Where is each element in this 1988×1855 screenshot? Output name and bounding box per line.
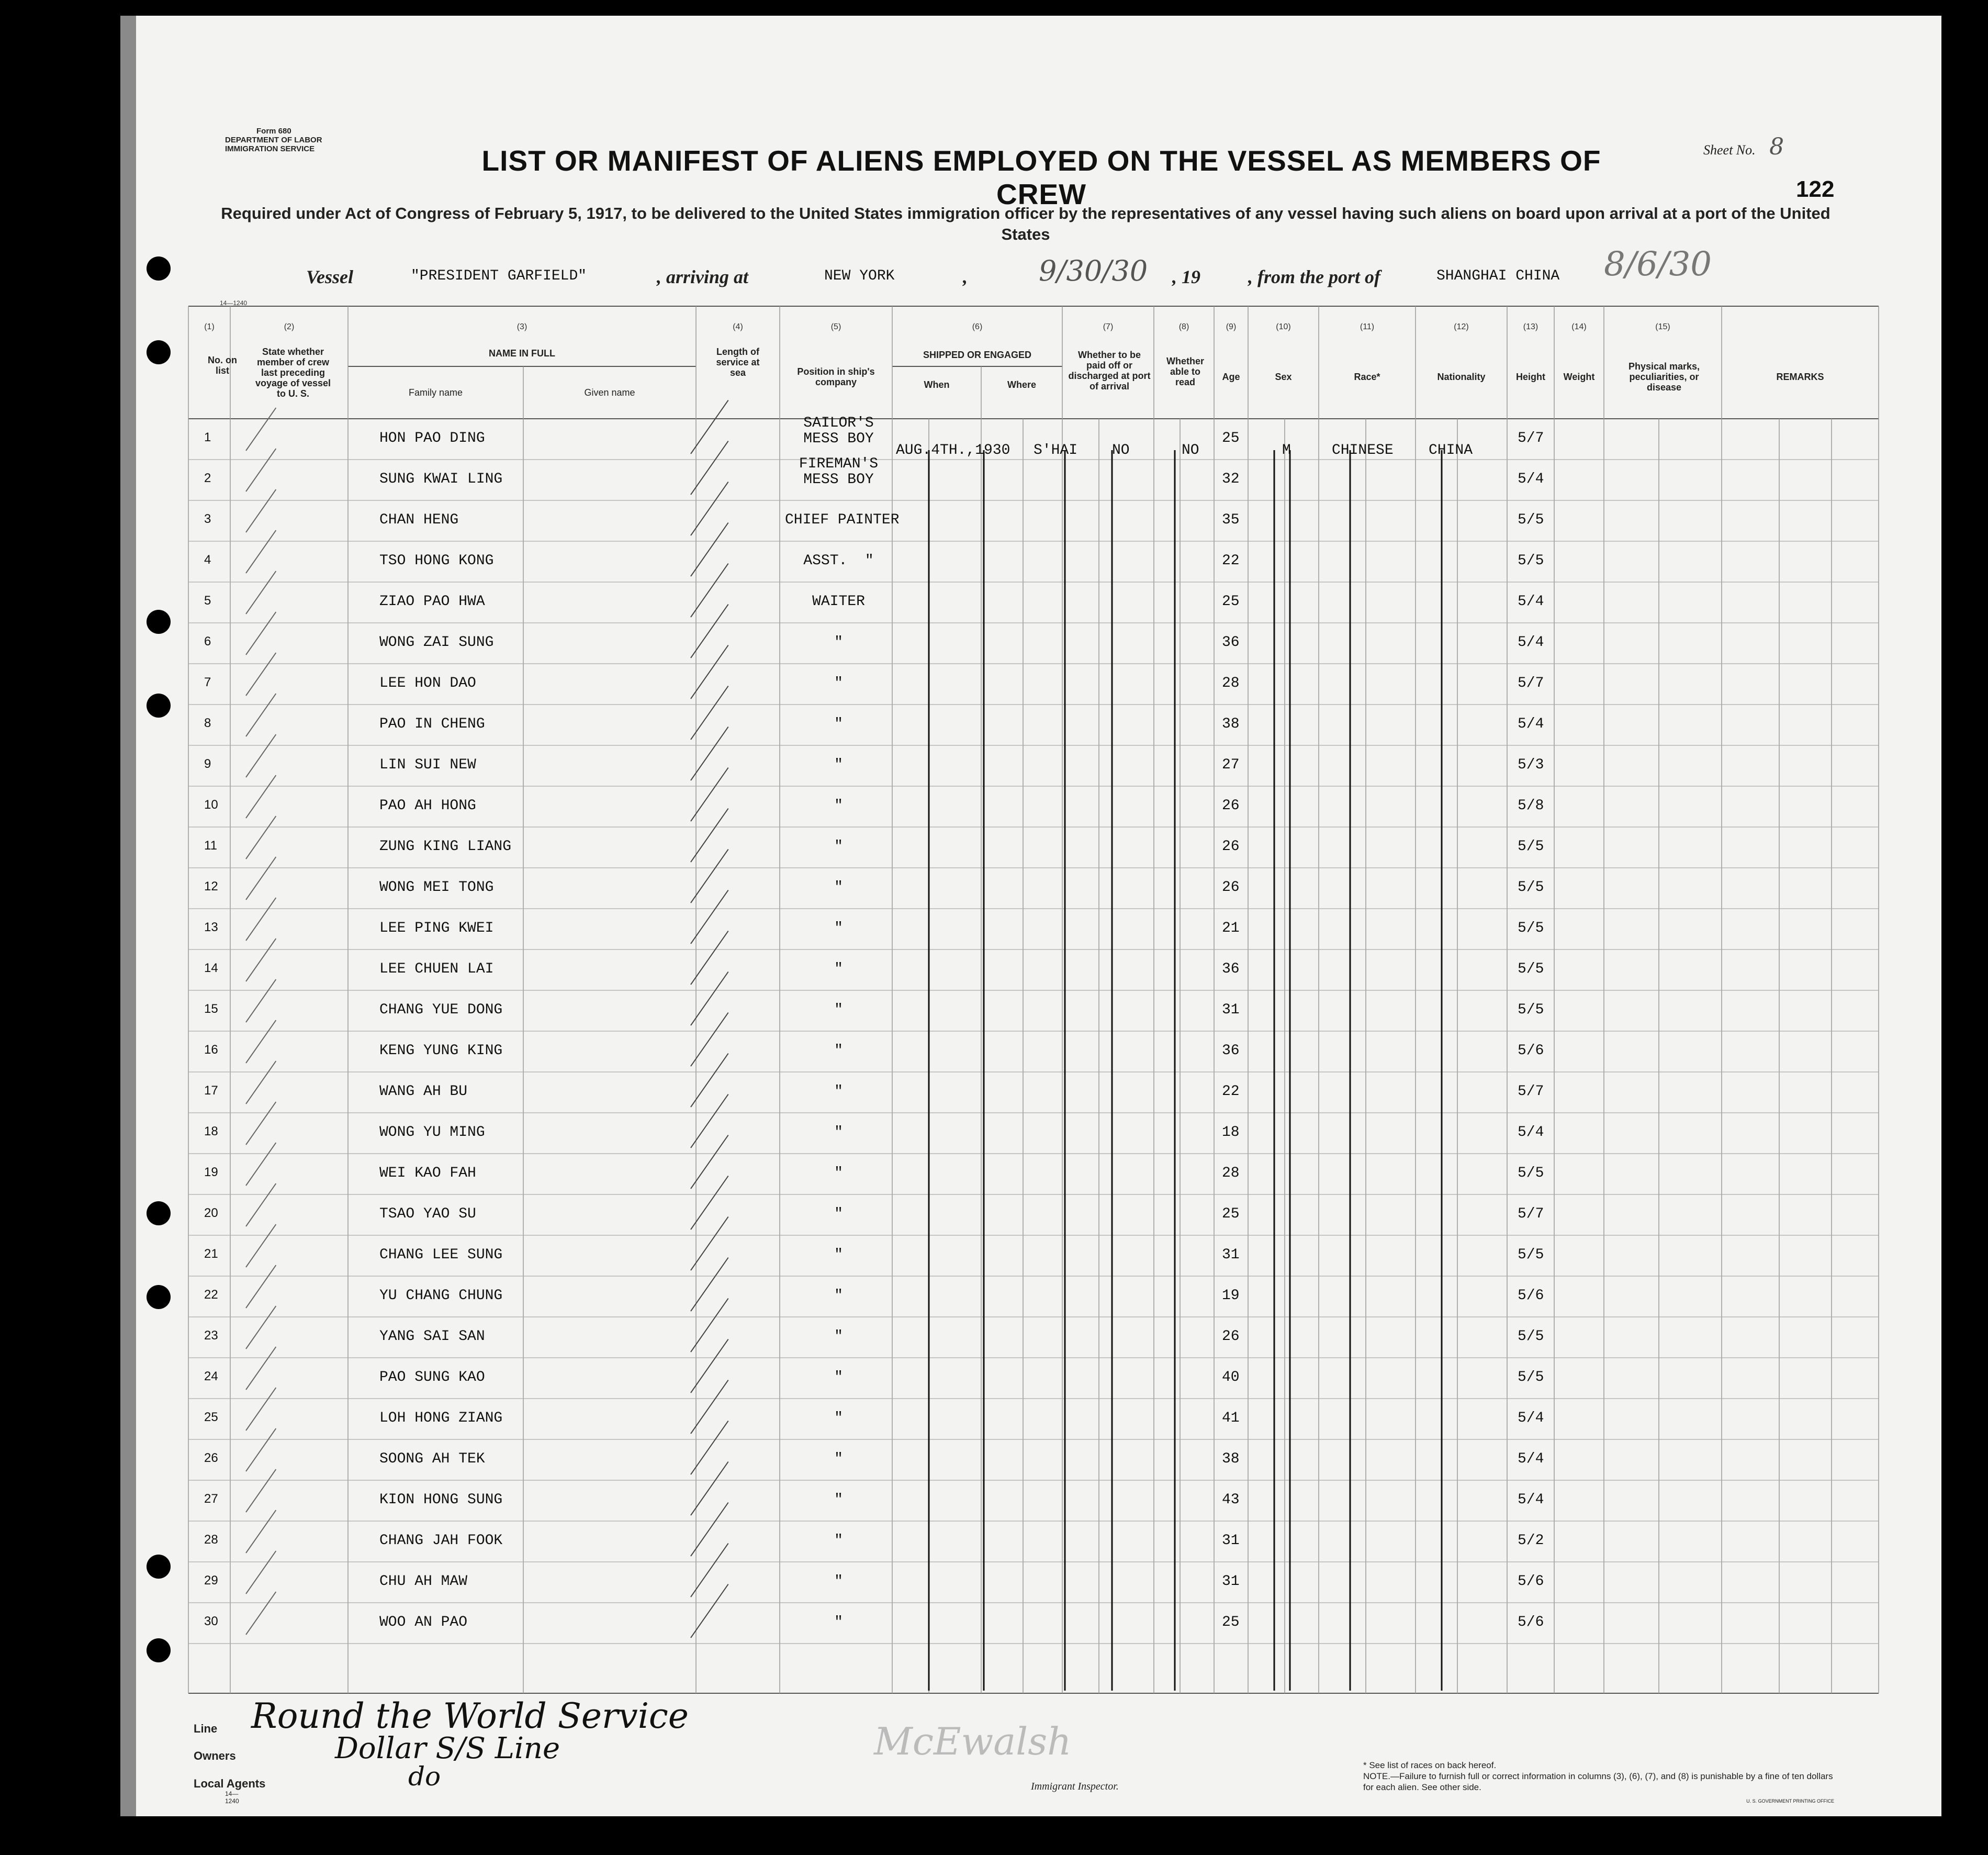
header-sex: Sex (1275, 372, 1292, 382)
stamp-date: 8/6/30 (1604, 245, 1712, 284)
crew-age: 31 (1222, 1002, 1240, 1018)
crew-age: 21 (1222, 920, 1240, 936)
crew-age: 18 (1222, 1124, 1240, 1141)
crew-height: 5/7 (1518, 1206, 1544, 1222)
crew-height: 5/4 (1518, 1451, 1544, 1467)
agents-value: do (408, 1761, 441, 1792)
crew-position: " (834, 1369, 843, 1385)
row-number: 19 (204, 1165, 218, 1179)
table-row (0, 786, 1988, 827)
crew-height: 5/6 (1518, 1573, 1544, 1590)
row-number: 24 (204, 1369, 218, 1383)
form-number: Form 680 (256, 127, 291, 136)
row-number: 22 (204, 1288, 218, 1302)
crew-name: CHANG YUE DONG (379, 1002, 503, 1018)
table-row (0, 582, 1988, 623)
crew-name: WANG AH BU (379, 1083, 468, 1100)
crew-age: 40 (1222, 1369, 1240, 1385)
crew-height: 5/5 (1518, 1247, 1544, 1263)
row-number: 13 (204, 920, 218, 934)
table-row (0, 1113, 1988, 1154)
table-row (0, 949, 1988, 990)
crew-name: ZIAO PAO HWA (379, 594, 485, 610)
arrival-date: 9/30/30 (1039, 254, 1148, 287)
crew-name: PAO AH HONG (379, 798, 476, 814)
crew-name: WONG YU MING (379, 1124, 485, 1141)
crew-age: 25 (1222, 594, 1240, 610)
crew-height: 5/7 (1518, 1083, 1544, 1100)
col-num: (14) (1571, 322, 1587, 331)
crew-age: 32 (1222, 471, 1240, 487)
col-num: (1) (204, 322, 215, 331)
crew-name: PAO SUNG KAO (379, 1369, 485, 1385)
table-row (0, 1439, 1988, 1480)
crew-age: 31 (1222, 1573, 1240, 1590)
row-number: 21 (204, 1247, 218, 1261)
table-row (0, 1154, 1988, 1194)
crew-position: " (834, 1328, 843, 1345)
crew-position: " (834, 1410, 843, 1426)
crew-position: " (834, 1124, 843, 1141)
row-number: 17 (204, 1083, 218, 1098)
row-number: 9 (204, 757, 211, 771)
table-row (0, 500, 1988, 541)
header-length-of-service: Length of service at sea (716, 347, 760, 378)
crew-height: 5/4 (1518, 1410, 1544, 1426)
table-row (0, 1480, 1988, 1521)
header-prior-voyage: State whether member of crew last preceding voyage of vessel to U. S. (255, 347, 331, 399)
row-number: 1 (204, 430, 211, 444)
row-number: 16 (204, 1043, 218, 1057)
crew-position: " (834, 1206, 843, 1222)
row-number: 4 (204, 553, 211, 567)
crew-name: SUNG KWAI LING (379, 471, 503, 487)
note-penalty: NOTE.—Failure to furnish full or correct information in columns (3), (6), (7), and (8) is punishable by a fine of ten dollars for each alien. See other side. (1363, 1771, 1833, 1792)
table-row (0, 1317, 1988, 1358)
shipped-when: AUG.4TH.,1930 (896, 442, 1010, 459)
crew-position: " (834, 879, 843, 896)
header-family-name: Family name (408, 387, 463, 398)
header-nationality: Nationality (1437, 372, 1486, 382)
crew-height: 5/2 (1518, 1533, 1544, 1549)
col-num: (2) (284, 322, 295, 331)
crew-name: LOH HONG ZIANG (379, 1410, 503, 1426)
row-number: 23 (204, 1328, 218, 1343)
crew-age: 35 (1222, 512, 1240, 528)
crew-age: 25 (1222, 1206, 1240, 1222)
crew-height: 5/5 (1518, 553, 1544, 569)
crew-position: " (834, 1083, 843, 1100)
crew-name: LEE CHUEN LAI (379, 961, 494, 977)
crew-height: 5/4 (1518, 634, 1544, 651)
inspector-signature: McEwalsh (874, 1719, 1072, 1763)
crew-position: " (834, 1573, 843, 1590)
crew-age: 36 (1222, 961, 1240, 977)
crew-name: KION HONG SUNG (379, 1492, 503, 1508)
crew-position: " (834, 1492, 843, 1508)
header-paid-off: Whether to be paid off or discharged at port of arrival (1068, 350, 1151, 392)
line-value: Round the World Service (251, 1696, 689, 1736)
header-able-to-read: Whether able to read (1166, 356, 1204, 387)
service: IMMIGRATION SERVICE (225, 144, 315, 153)
crew-name: KENG YUNG KING (379, 1043, 503, 1059)
crew-name: CHU AH MAW (379, 1573, 468, 1590)
table-row (0, 909, 1988, 949)
crew-name: SOONG AH TEK (379, 1451, 485, 1467)
crew-position: " (834, 1533, 843, 1549)
row-number: 20 (204, 1206, 218, 1220)
crew-height: 5/6 (1518, 1614, 1544, 1630)
crew-age: 41 (1222, 1410, 1240, 1426)
table-row (0, 1521, 1988, 1562)
crew-position: " (834, 757, 843, 773)
crew-height: 5/6 (1518, 1288, 1544, 1304)
crew-name: YANG SAI SAN (379, 1328, 485, 1345)
header-remarks: REMARKS (1776, 372, 1824, 382)
footer-form-code: 14—1240 (225, 1790, 239, 1805)
crew-age: 26 (1222, 1328, 1240, 1345)
table-row (0, 990, 1988, 1031)
crew-age: 36 (1222, 1043, 1240, 1059)
table-row (0, 1399, 1988, 1439)
shipped-where: S'HAI (1034, 442, 1078, 459)
crew-position: " (834, 1451, 843, 1467)
departure-port: SHANGHAI CHINA (1436, 268, 1560, 284)
crew-age: 27 (1222, 757, 1240, 773)
table-row (0, 1072, 1988, 1113)
crew-position: " (834, 716, 843, 732)
crew-position: " (834, 1247, 843, 1263)
paid-off: NO (1112, 442, 1130, 459)
crew-position: " (834, 1002, 843, 1018)
crew-name: TSAO YAO SU (379, 1206, 476, 1222)
crew-name: LEE PING KWEI (379, 920, 494, 936)
crew-height: 5/4 (1518, 716, 1544, 732)
crew-position: " (834, 1043, 843, 1059)
department: DEPARTMENT OF LABOR (225, 136, 322, 144)
col-num: (10) (1276, 322, 1291, 331)
crew-age: 38 (1222, 716, 1240, 732)
col-num: (11) (1360, 322, 1375, 331)
col-num: (13) (1523, 322, 1538, 331)
able-to-read: NO (1182, 442, 1199, 459)
row-number: 3 (204, 512, 211, 526)
crew-height: 5/5 (1518, 1369, 1544, 1385)
owners-value: Dollar S/S Line (335, 1731, 560, 1765)
table-row (0, 868, 1988, 909)
crew-age: 25 (1222, 1614, 1240, 1630)
crew-age: 26 (1222, 839, 1240, 855)
crew-age: 22 (1222, 1083, 1240, 1100)
crew-name: LIN SUI NEW (379, 757, 476, 773)
row-number: 7 (204, 675, 211, 689)
crew-age: 28 (1222, 675, 1240, 691)
header-height: Height (1516, 372, 1545, 382)
row-number: 26 (204, 1451, 218, 1465)
crew-position: " (834, 634, 843, 651)
owners-label: Owners (194, 1749, 236, 1762)
table-row (0, 541, 1988, 582)
crew-age: 38 (1222, 1451, 1240, 1467)
col-num: (4) (733, 322, 743, 331)
header-race: Race* (1354, 372, 1380, 382)
crew-name: CHAN HENG (379, 512, 459, 528)
crew-name: ZUNG KING LIANG (379, 839, 512, 855)
col-num: (12) (1454, 322, 1469, 331)
sex: M (1282, 442, 1291, 459)
vessel-name: "PRESIDENT GARFIELD" (411, 268, 587, 284)
crew-height: 5/3 (1518, 757, 1544, 773)
from-label: , from the port of (1248, 266, 1381, 287)
col-num: (7) (1103, 322, 1114, 331)
crew-position: " (834, 961, 843, 977)
row-number: 10 (204, 798, 218, 812)
crew-height: 5/5 (1518, 1002, 1544, 1018)
footer-notes (1363, 1760, 1834, 1807)
header-position: Position in ship's company (797, 366, 875, 387)
col-num: (5) (830, 322, 841, 331)
table-row (0, 1603, 1988, 1644)
table-row (0, 664, 1988, 705)
crew-height: 5/6 (1518, 1043, 1544, 1059)
table-row (0, 623, 1988, 664)
crew-age: 19 (1222, 1288, 1240, 1304)
header-age: Age (1222, 372, 1240, 382)
row-number: 5 (204, 594, 211, 608)
row-number: 30 (204, 1614, 218, 1628)
crew-position: " (834, 1614, 843, 1630)
crew-name: YU CHANG CHUNG (379, 1288, 503, 1304)
col-num: (9) (1226, 322, 1237, 331)
crew-height: 5/8 (1518, 798, 1544, 814)
crew-name: WOO AN PAO (379, 1614, 468, 1630)
crew-position: WAITER (812, 594, 865, 610)
arriving-label: , arriving at (657, 266, 749, 287)
page-subtitle: Required under Act of Congress of February 5, 1917, to be delivered to the United States immigration officer by the representatives of any vessel having such aliens on board upon arrival at a port of the United States (221, 204, 1830, 243)
row-number: 25 (204, 1410, 218, 1424)
crew-name: WONG ZAI SUNG (379, 634, 494, 651)
agents-label: Local Agents (194, 1777, 266, 1790)
crew-name: CHANG LEE SUNG (379, 1247, 503, 1263)
note-races: * See list of races on back hereof. (1363, 1760, 1497, 1770)
crew-name: CHANG JAH FOOK (379, 1533, 503, 1549)
crew-age: 36 (1222, 634, 1240, 651)
crew-age: 43 (1222, 1492, 1240, 1508)
crew-age: 28 (1222, 1165, 1240, 1181)
table-row (0, 1194, 1988, 1235)
crew-age: 31 (1222, 1533, 1240, 1549)
header-weight: Weight (1563, 372, 1595, 382)
header-shipped: SHIPPED OR ENGAGED (923, 350, 1032, 360)
row-number: 6 (204, 634, 211, 649)
crew-height: 5/5 (1518, 839, 1544, 855)
row-number: 14 (204, 961, 218, 975)
crew-age: 31 (1222, 1247, 1240, 1263)
crew-position: FIREMAN'S MESS BOY (799, 456, 879, 488)
year-label: , 19 (1172, 266, 1200, 287)
crew-position: SAILOR'S MESS BOY (803, 415, 874, 447)
crew-height: 5/5 (1518, 920, 1544, 936)
row-number: 12 (204, 879, 218, 893)
crew-position: ASST. " (803, 553, 874, 569)
crew-height: 5/4 (1518, 471, 1544, 487)
crew-name: PAO IN CHENG (379, 716, 485, 732)
crew-name: WEI KAO FAH (379, 1165, 476, 1181)
row-number: 28 (204, 1533, 218, 1547)
crew-height: 5/5 (1518, 512, 1544, 528)
header-physical-marks: Physical marks, peculiarities, or disease (1628, 361, 1700, 393)
inspector-label: Immigrant Inspector. (1031, 1781, 1119, 1792)
page-title: LIST OR MANIFEST OF ALIENS EMPLOYED ON THE VESSEL AS MEMBERS OF CREW (481, 144, 1601, 210)
crew-name: WONG MEI TONG (379, 879, 494, 896)
row-number: 18 (204, 1124, 218, 1138)
header-when: When (924, 379, 950, 390)
row-number: 8 (204, 716, 211, 730)
line-label: Line (194, 1722, 218, 1735)
row-number: 29 (204, 1573, 218, 1588)
table-row (0, 745, 1988, 786)
col-num: (15) (1655, 322, 1670, 331)
header-given-name: Given name (584, 387, 635, 398)
crew-age: 22 (1222, 553, 1240, 569)
table-row (0, 1358, 1988, 1399)
sheet-value: 8 (1769, 133, 1784, 160)
row-number: 27 (204, 1492, 218, 1506)
col-num: (6) (972, 322, 983, 331)
arriving-port: NEW YORK (824, 268, 895, 284)
crew-height: 5/4 (1518, 594, 1544, 610)
page-number: 122 (1796, 176, 1835, 202)
table-row (0, 1235, 1988, 1276)
crew-height: 5/5 (1518, 1328, 1544, 1345)
col-num: (3) (516, 322, 527, 331)
crew-height: 5/5 (1518, 879, 1544, 896)
table-row (0, 456, 1988, 500)
row-number: 11 (204, 839, 217, 853)
crew-height: 5/4 (1518, 1492, 1544, 1508)
form-code: 14—1240 (220, 299, 248, 307)
crew-position: " (834, 798, 843, 814)
race: CHINESE (1332, 442, 1394, 459)
table-row (0, 1562, 1988, 1603)
printer-mark: U. S. GOVERNMENT PRINTING OFFICE (1746, 1798, 1834, 1804)
crew-age: 25 (1222, 430, 1240, 446)
crew-height: 5/7 (1518, 675, 1544, 691)
crew-name: TSO HONG KONG (379, 553, 494, 569)
crew-height: 5/7 (1518, 430, 1544, 446)
crew-position: " (834, 839, 843, 855)
sheet-label: Sheet No. (1703, 142, 1756, 158)
crew-name: HON PAO DING (379, 430, 485, 446)
table-row (0, 1276, 1988, 1317)
crew-position: " (834, 1288, 843, 1304)
table-row (0, 705, 1988, 745)
table-row (0, 1031, 1988, 1072)
header-no-on-list: No. on list (208, 355, 237, 376)
crew-position: CHIEF PAINTER (785, 512, 900, 528)
vessel-label: Vessel (306, 266, 353, 287)
crew-position: " (834, 920, 843, 936)
row-number: 2 (204, 471, 211, 485)
crew-position: " (834, 675, 843, 691)
crew-height: 5/5 (1518, 961, 1544, 977)
crew-age: 26 (1222, 798, 1240, 814)
row-number: 15 (204, 1002, 218, 1016)
header-name-in-full: NAME IN FULL (489, 348, 555, 359)
vessel-line: Vessel "PRESIDENT GARFIELD" , arriving at NEW YORK , 9/30/30 , 19 , from the port of SHANGHAI CHINA 8/6/30 (306, 245, 1712, 287)
nationality: CHINA (1429, 442, 1473, 459)
crew-name: LEE HON DAO (379, 675, 476, 691)
crew-height: 5/5 (1518, 1165, 1544, 1181)
crew-height: 5/4 (1518, 1124, 1544, 1141)
crew-position: " (834, 1165, 843, 1181)
col-num: (8) (1178, 322, 1189, 331)
crew-age: 26 (1222, 879, 1240, 896)
header-where: Where (1007, 379, 1036, 390)
table-row (0, 827, 1988, 868)
